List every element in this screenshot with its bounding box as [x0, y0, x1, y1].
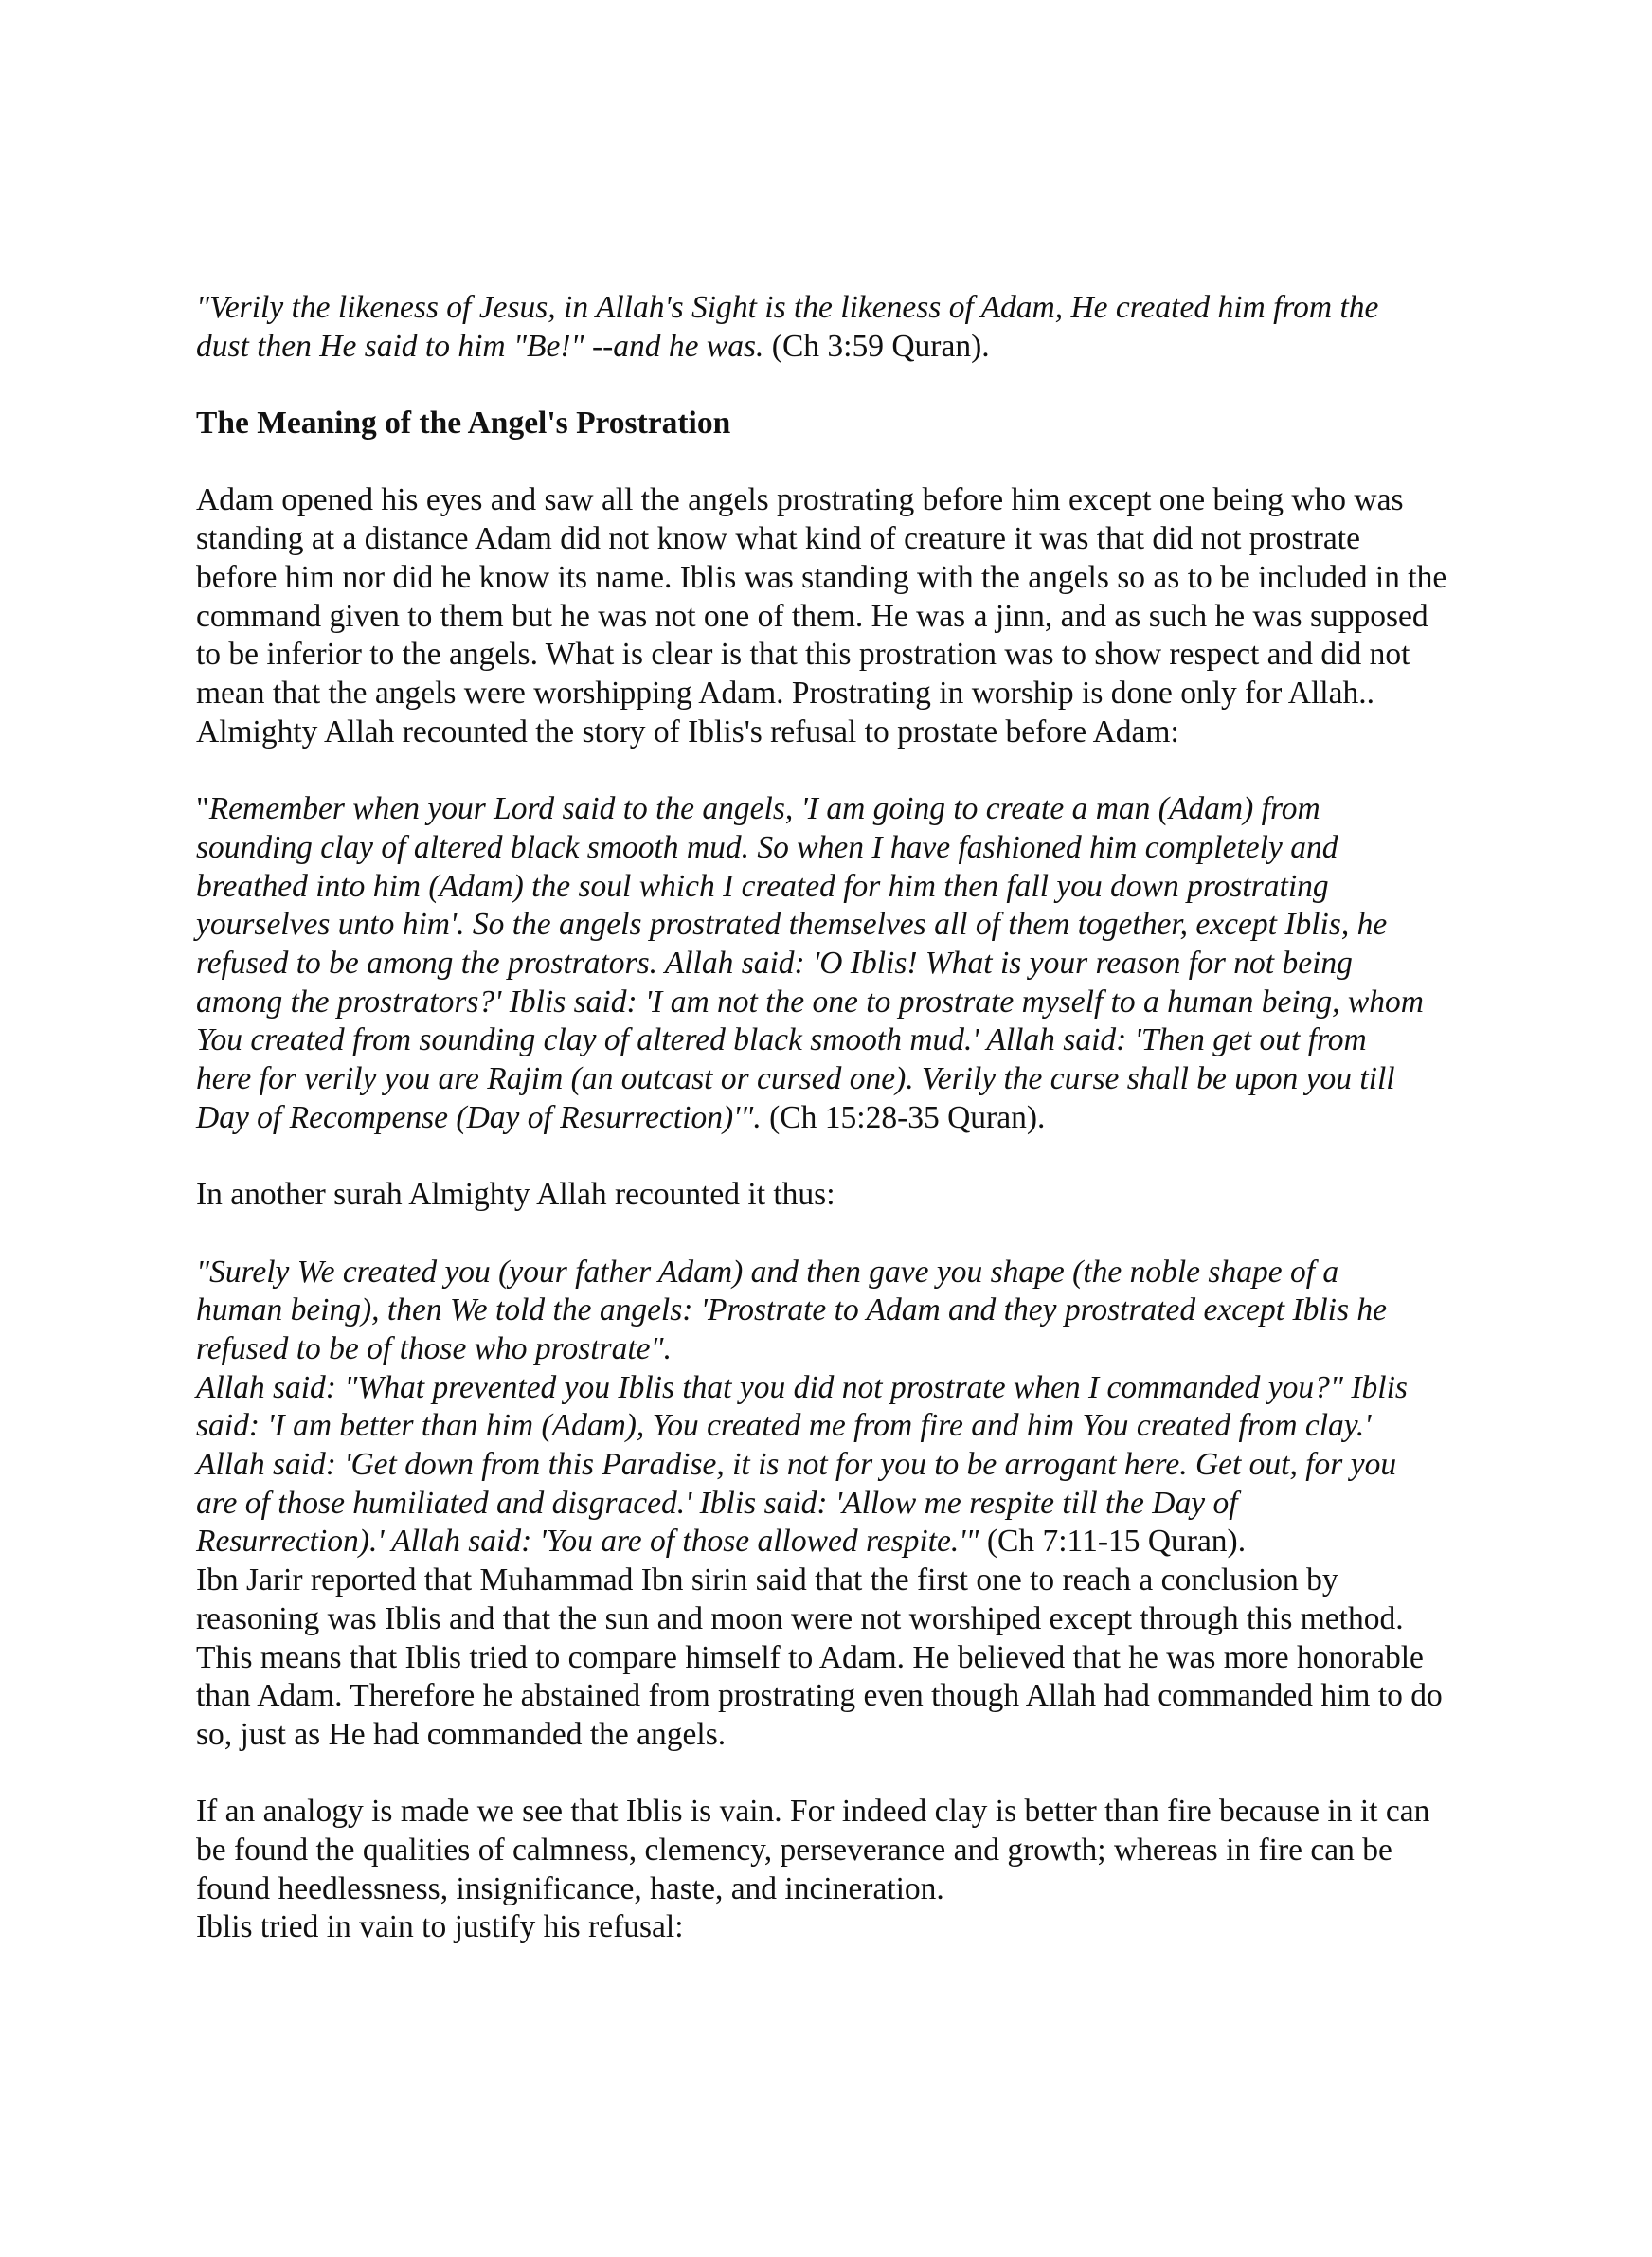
intro-quote — [196, 289, 1475, 366]
quote-line: human being), then We told the angels: 'Prostrate to Adam and they prostrated except Iblis he — [196, 1292, 1388, 1328]
quote-line: breathed into him (Adam) the soul which I created for him then fall you down prostrating — [196, 868, 1329, 904]
quote-line: sounding clay of altered black smooth mud. So when I have fashioned him completely and — [196, 829, 1338, 865]
paragraph-analogy — [196, 1793, 1475, 1947]
quote-line: "Surely We created you (your father Adam) and then gave you shape (the noble shape of a — [196, 1254, 1339, 1290]
quote-line: refused to be among the prostrators. Allah said: 'O Iblis! What is your reason for not being — [196, 945, 1353, 981]
intro-quote-citation: (Ch 3:59 Quran). — [763, 328, 990, 364]
quote-surah-7 — [196, 1254, 1475, 1562]
quote-line: Day of Recompense (Day of Resurrection)'". — [196, 1099, 762, 1135]
quote-line: refused to be of those who prostrate". — [196, 1330, 672, 1366]
quote-line: Allah said: 'Get down from this Paradise, it is not for you to be arrogant here. Get out, for you — [196, 1447, 1397, 1483]
section-heading: The Meaning of the Angel's Prostration — [196, 406, 731, 442]
quote-open-mark: " — [196, 791, 209, 827]
text-line: so, just as He had commanded the angels. — [196, 1716, 727, 1752]
text-line: Adam opened his eyes and saw all the angels prostrating before him except one being who was — [196, 482, 1404, 518]
paragraph-ibn-jarir — [196, 1562, 1475, 1755]
intro-quote-line: "Verily the likeness of Jesus, in Allah's Sight is the likeness of Adam, He created him from the — [196, 290, 1379, 325]
quote-line: You created from sounding clay of altered black smooth mud.' Allah said: 'Then get out from — [196, 1022, 1367, 1058]
quote-line: Remember when your Lord said to the angels, 'I am going to create a man (Adam) from — [208, 791, 1320, 827]
text-line: This means that Iblis tried to compare himself to Adam. He believed that he was more honorable — [196, 1639, 1424, 1675]
intro-quote-line: dust then He said to him "Be!" --and he was. — [196, 328, 764, 364]
text-line: Ibn Jarir reported that Muhammad Ibn sirin said that the first one to reach a conclusion by — [196, 1562, 1338, 1598]
quote-line: Resurrection).' Allah said: 'You are of those allowed respite.'" — [196, 1524, 979, 1560]
quote-line: Allah said: "What prevented you Iblis that you did not prostrate when I commanded you?" Iblis — [196, 1369, 1408, 1405]
text-line: before him nor did he know its name. Iblis was standing with the angels so as to be included in the — [196, 559, 1447, 595]
text-line: standing at a distance Adam did not know what kind of creature it was that did not prostrate — [196, 521, 1360, 557]
quote-line: yourselves unto him'. So the angels prostrated themselves all of them together, except Iblis, he — [196, 907, 1388, 943]
text-line: than Adam. Therefore he abstained from prostrating even though Allah had commanded him to do — [196, 1678, 1443, 1714]
text-line: In another surah Almighty Allah recounted it thus: — [196, 1177, 835, 1213]
text-line: be found the qualities of calmness, clemency, perseverance and growth; whereas in fire can be — [196, 1833, 1392, 1869]
paragraph-prostration — [196, 481, 1475, 751]
text-line: Iblis tried in vain to justify his refusal: — [196, 1909, 684, 1945]
text-line: to be inferior to the angels. What is clear is that this prostration was to show respect and did not — [196, 637, 1410, 673]
text-line: found heedlessness, insignificance, haste, and incineration. — [196, 1870, 944, 1906]
quote-line: are of those humiliated and disgraced.' Iblis said: 'Allow me respite till the Day of — [196, 1485, 1238, 1521]
document-page — [196, 289, 1475, 1947]
quote-line: among the prostrators?' Iblis said: 'I am not the one to prostrate myself to a human being, whom — [196, 984, 1424, 1020]
quote-citation: (Ch 15:28-35 Quran). — [761, 1099, 1046, 1135]
text-line: If an analogy is made we see that Iblis is vain. For indeed clay is better than fire because in it can — [196, 1794, 1430, 1830]
text-line: mean that the angels were worshipping Adam. Prostrating in worship is done only for Allah.. — [196, 676, 1374, 711]
text-line: reasoning was Iblis and that the sun and moon were not worshiped except through this method. — [196, 1600, 1404, 1636]
quote-line: said: 'I am better than him (Adam), You created me from fire and him You created from clay.' — [196, 1408, 1372, 1444]
paragraph-another-surah — [196, 1176, 1475, 1215]
quote-line: here for verily you are Rajim (an outcast or cursed one). Verily the curse shall be upon you till — [196, 1061, 1395, 1097]
text-line: Almighty Allah recounted the story of Iblis's refusal to prostate before Adam: — [196, 713, 1179, 749]
text-line: command given to them but he was not one of them. He was a jinn, and as such he was supposed — [196, 598, 1428, 634]
quote-citation: (Ch 7:11-15 Quran). — [979, 1524, 1247, 1560]
quote-surah-15 — [196, 790, 1475, 1137]
